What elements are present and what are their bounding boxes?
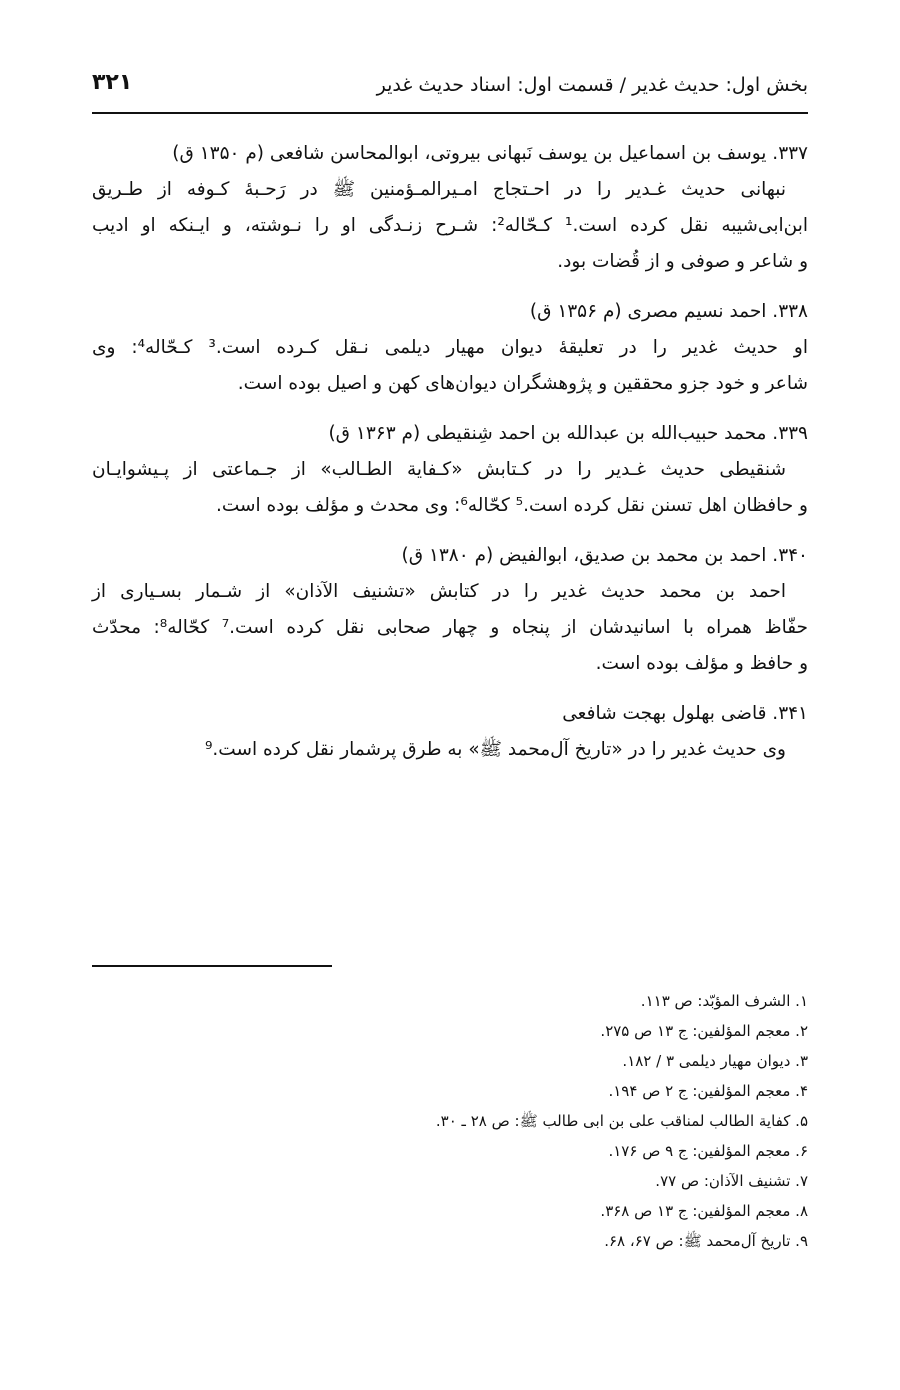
footnote-divider <box>92 965 332 967</box>
footnote: ۴. معجم المؤلفین: ج ۲ ص ۱۹۴. <box>608 1082 808 1100</box>
footnote: ۹. تاریخ آل‌محمد ﷺ: ص ۶۷، ۶۸. <box>604 1232 808 1250</box>
entry-line: حفّاظ همراه با اسانیدشان از پنجاه و چهار صحابی نقل کرده است.⁷ کحّاله⁸: محدّث <box>92 617 808 638</box>
entry-338 <box>92 294 808 402</box>
entry-line: احمد بن محمد حدیث غدیر را در کتابش «تشنیف الآذان» از شـمار بسـیاری از <box>92 581 786 602</box>
entry-body <box>92 732 808 768</box>
footnotes <box>92 986 808 1256</box>
footnote: ۳. دیوان مهیار دیلمی ۳ / ۱۸۲. <box>622 1052 808 1070</box>
entry-line: نبهانی حدیث غـدیر را در احـتجاج امـیرالمـؤمنین ﷺ در رَحـبهٔ کـوفه از طـریق <box>92 179 786 200</box>
entry-body <box>92 574 808 682</box>
entry-341 <box>92 696 808 768</box>
main-text <box>92 136 808 768</box>
entry-heading: ۳۴۱. قاضی بهلول بهجت شافعی <box>562 703 808 724</box>
entry-heading: ۳۳۷. یوسف بن اسماعیل بن یوسف نَبهانی بیروتی، ابوالمحاسن شافعی (م ۱۳۵۰ ق) <box>172 143 808 164</box>
entry-line: و حافظ و مؤلف بوده است. <box>595 653 808 674</box>
entry-heading: ۳۳۸. احمد نسیم مصری (م ۱۳۵۶ ق) <box>529 301 808 322</box>
entry-337 <box>92 136 808 280</box>
running-title: بخش اول: حدیث غدیر / قسمت اول: اسناد حدیث غدیر <box>376 74 808 96</box>
entry-line: و حافظان اهل تسنن نقل کرده است.⁵ کحّاله⁶: وی محدث و مؤلف بوده است. <box>215 495 808 516</box>
footnote: ۱. الشرف المؤبّد: ص ۱۱۳. <box>640 992 808 1010</box>
entry-body <box>92 452 808 524</box>
entry-340 <box>92 538 808 682</box>
footnote: ۲. معجم المؤلفین: ج ۱۳ ص ۲۷۵. <box>600 1022 808 1040</box>
entry-body <box>92 172 808 280</box>
footnote: ۵. کفایة الطالب لمناقب علی بن ابی طالب ﷺ: ص ۲۸ ـ ۳۰. <box>435 1112 808 1130</box>
entry-line: و شاعر و صوفی و از قُضات بود. <box>557 251 808 272</box>
entry-line: او حدیث غدیر را در تعلیقهٔ دیوان مهیار دیلمی نـقل کـرده است.³ کـحّاله⁴: وی <box>92 337 808 358</box>
entry-line: وی حدیث غدیر را در «تاریخ آل‌محمد ﷺ» به طرق پرشمار نقل کرده است.⁹ <box>205 739 786 760</box>
footnote: ۶. معجم المؤلفین: ج ۹ ص ۱۷۶. <box>608 1142 808 1160</box>
entry-line: ابن‌ابی‌شیبه نقل کرده است.¹ کـحّاله²: شـرح زنـدگی او را نـوشته، و ایـنکه او ادیب <box>92 215 809 236</box>
entry-heading: ۳۴۰. احمد بن محمد بن صدیق، ابوالفیض (م ۱۳۸۰ ق) <box>401 545 808 566</box>
entry-body <box>92 330 808 402</box>
footnote: ۸. معجم المؤلفین: ج ۱۳ ص ۳۶۸. <box>600 1202 808 1220</box>
page-header <box>92 68 808 114</box>
book-page <box>92 68 808 1368</box>
entry-339 <box>92 416 808 524</box>
entry-heading: ۳۳۹. محمد حبیب‌الله بن عبدالله بن احمد شِنقیطی (م ۱۳۶۳ ق) <box>328 423 808 444</box>
page-number: ۳۲۱ <box>92 70 133 95</box>
entry-line: شنقیطی حدیث غـدیر را در کـتابش «کـفایة الطـالب» از جـماعتی از پـیشوایـان <box>92 459 786 480</box>
footnote: ۷. تشنیف الآذان: ص ۷۷. <box>655 1172 808 1190</box>
entry-line: شاعر و خود جزو محققین و پژوهشگران دیوان‌های کهن و اصیل بوده است. <box>237 373 808 394</box>
